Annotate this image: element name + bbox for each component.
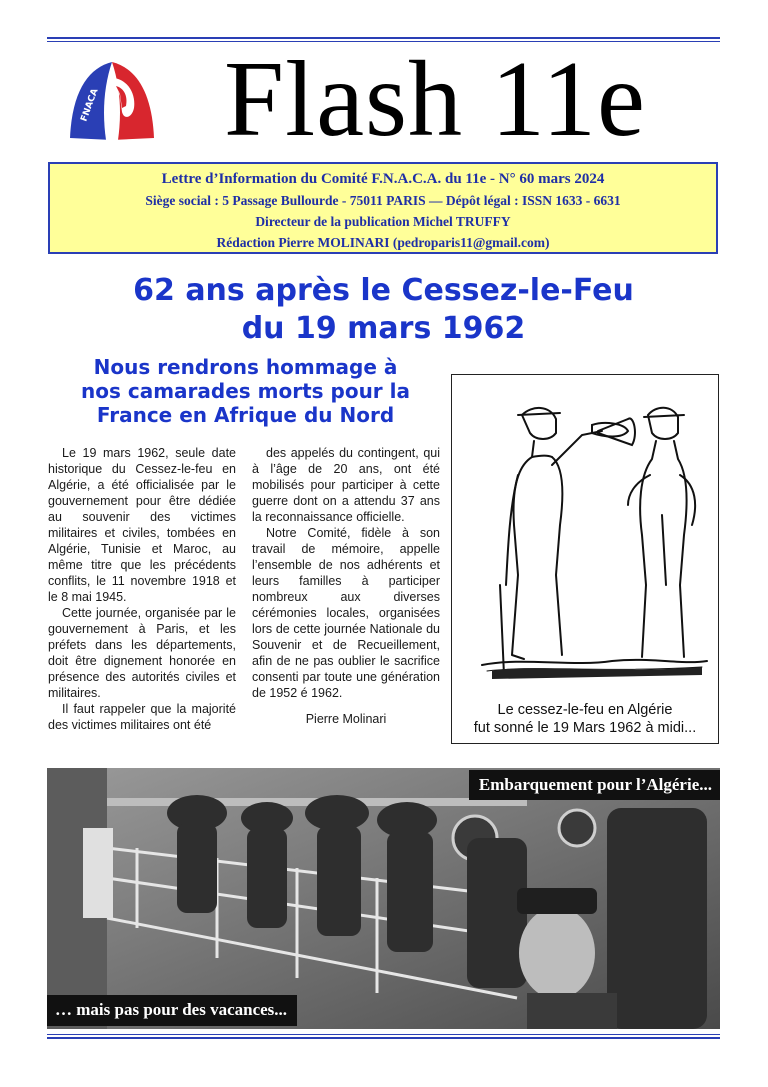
cartoon-caption bbox=[452, 701, 718, 737]
info-box bbox=[48, 162, 718, 254]
article-paragraph: Il faut rappeler que la majorité des victimes militaires ont été bbox=[48, 702, 236, 732]
info-line-issue: Lettre d’Information du Comité F.N.A.C.A. du 11e - N° 60 mars 2024 bbox=[161, 171, 605, 187]
article-signature: Pierre Molinari bbox=[305, 712, 387, 726]
caption-line-2: fut sonné le 19 Mars 1962 à midi... bbox=[473, 720, 697, 736]
ship-boarding-photo-illustration bbox=[47, 768, 720, 1029]
headline bbox=[47, 272, 720, 348]
headline-line-1: 62 ans après le Cessez-le-Feu bbox=[133, 273, 634, 308]
logo-text: FNACA bbox=[79, 87, 101, 124]
bottom-rule-2 bbox=[47, 1037, 720, 1039]
bottom-rule bbox=[47, 1034, 720, 1035]
subhead-line-2: nos camarades morts pour la bbox=[81, 379, 410, 403]
article-paragraph: Cette journée, organisée par le gouvernement à Paris, et les préfets dans les départements, doit être dignement honorée en présence des autorités civiles et militaires. bbox=[48, 606, 236, 700]
masthead-title: Flash 11e bbox=[224, 40, 646, 159]
article-column-1 bbox=[48, 445, 236, 733]
photo-label-bottom: … mais pas pour des vacances... bbox=[47, 995, 297, 1026]
info-line-address: Siège social : 5 Passage Bullourde - 75011 PARIS — Dépôt légal : ISSN 1633 - 6631 bbox=[145, 193, 621, 208]
caption-line-1: Le cessez-le-feu en Algérie bbox=[497, 702, 673, 718]
info-line-editor: Rédaction Pierre MOLINARI (pedroparis11@gmail.com) bbox=[216, 235, 550, 250]
article-paragraph: Le 19 mars 1962, seule date historique du Cessez-le-feu en Algérie, a été officialisée par le gouvernement pour être dédiée au souvenir des victimes militaires et civiles, tombées en Algérie, Tunisie et Maroc, au même titre que les précédents conflits, le 11 novembre 1918 et le 8 mai 1945. bbox=[48, 446, 236, 604]
top-rule bbox=[47, 37, 720, 39]
photo-label-top: Embarquement pour l’Algérie... bbox=[469, 770, 720, 800]
cartoon-frame bbox=[451, 374, 719, 744]
embarkation-photo bbox=[47, 768, 720, 1029]
article-paragraph: des appelés du contingent, qui à l’âge de 20 ans, ont été mobilisés pour participer à cette guerre dont on a attendu 37 ans la reconnaissance officielle. bbox=[252, 446, 440, 524]
fnaca-logo bbox=[66, 56, 158, 148]
article-paragraph: Notre Comité, fidèle à son travail de mémoire, appelle l’ensemble de nos adhérents et leurs familles à participer nombreux aux diverses cérémonies locales, organisées lors de cette journée Nationale du Souvenir et de Recueillement, afin de ne pas oublier le sacrifice consenti par toute une génération de 1952 é 1962. bbox=[252, 526, 440, 700]
info-line-director: Directeur de la publication Michel TRUFFY bbox=[255, 214, 511, 229]
subhead-line-3: France en Afrique du Nord bbox=[96, 403, 395, 427]
bugler-cartoon-illustration bbox=[452, 375, 717, 695]
subheadline bbox=[48, 355, 443, 427]
headline-line-2: du 19 mars 1962 bbox=[241, 311, 526, 346]
subhead-line-1: Nous rendrons hommage à bbox=[93, 355, 398, 379]
article-column-2 bbox=[252, 445, 440, 727]
